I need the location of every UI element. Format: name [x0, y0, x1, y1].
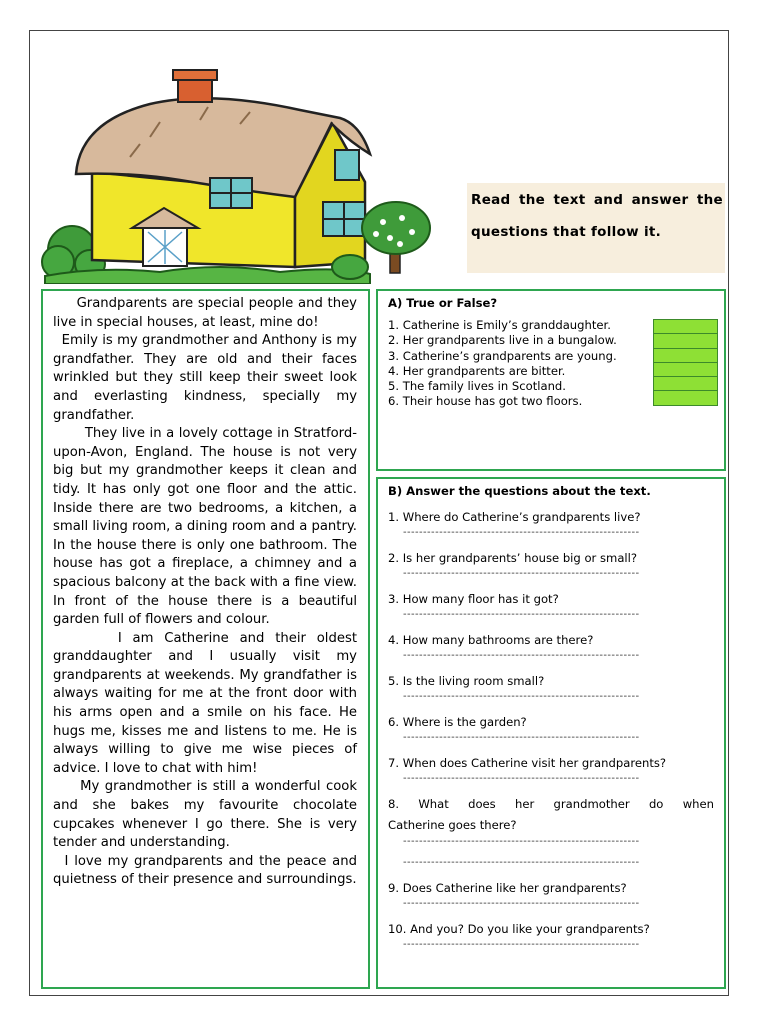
tf-statement: 6. Their house has got two floors. [388, 394, 583, 409]
tf-statement: 4. Her grandparents are bitter. [388, 363, 566, 378]
answer-line[interactable]: ----------------------------------------------------------- [403, 691, 640, 702]
answer-line[interactable]: ----------------------------------------------------------- [403, 732, 640, 743]
tf-answer-box[interactable] [653, 319, 718, 334]
tf-answer-box[interactable] [653, 390, 718, 405]
questions-box [376, 477, 726, 989]
instructions-box [467, 183, 725, 273]
story-paragraph: They live in a lovely cottage in Stratford-upon-Avon, England. The house is not very big but my grandmother keeps it clean and tidy. It has only got one floor and the attic. Inside there are two bedrooms, a kitchen, a small living room, a dining room and a pantry. In the house there is only one bathroom. The house has got a fireplace, a chimney and a spacious balcony at the back with a fine view. In front of the house there is a beautiful garden full of flowers and colour. [53, 426, 357, 628]
cottage-illustration [40, 62, 460, 284]
question-item [388, 671, 714, 704]
story-paragraph: I love my grandparents and the peace and quietness of their presence and surroundings. [53, 853, 357, 888]
questions-title: B) Answer the questions about the text. [388, 484, 651, 498]
question-item [388, 878, 714, 911]
story-paragraph: I am Catherine and their oldest granddaughter and I usually visit my grandparents at weekends. My grandfather is always waiting for me at the front door with his arms open and a smile on his face. He hugs me, kisses me and listens to me. He is always willing to give me wise pieces of advice. I love to chat with him! [53, 630, 357, 776]
tf-answer-box[interactable] [653, 362, 718, 377]
question-item [388, 630, 714, 663]
tf-statement: 2. Her grandparents live in a bungalow. [388, 333, 617, 348]
tf-answer-box[interactable] [653, 333, 718, 348]
answer-line[interactable]: ----------------------------------------------------------- [403, 527, 640, 538]
question-text: 6. Where is the garden? [388, 715, 527, 729]
story-text-box [41, 289, 370, 989]
question-item [388, 507, 714, 540]
answer-line[interactable]: ----------------------------------------------------------- [403, 609, 640, 620]
question-item [388, 548, 714, 581]
question-text: 4. How many bathrooms are there? [388, 633, 594, 647]
true-false-title: A) True or False? [388, 296, 498, 310]
chimney [173, 70, 217, 102]
question-text: 3. How many floor has it got? [388, 592, 559, 606]
question-text: 7. When does Catherine visit her grandparents? [388, 756, 667, 770]
question-text-continued: Catherine goes there? [388, 818, 517, 832]
question-text: 2. Is her grandparents’ house big or small? [388, 551, 638, 565]
story-paragraph: Emily is my grandmother and Anthony is my grandfather. They are old and their faces wrinkled but they still keep their sweet look and everlasting kindness, specially my grandfather. [53, 333, 357, 423]
question-item [388, 589, 714, 622]
tf-statement: 1. Catherine is Emily’s granddaughter. [388, 318, 611, 332]
tf-answer-boxes [653, 319, 718, 406]
story-paragraph: My grandmother is still a wonderful cook and she bakes my favourite chocolate cupcakes whenever I go there. She is very tender and understanding. [53, 779, 357, 851]
question-text: 8. What does her grandmother do when [388, 797, 714, 811]
right-tree [362, 202, 430, 273]
answer-line[interactable]: ----------------------------------------------------------- [403, 568, 640, 579]
tf-answer-box[interactable] [653, 376, 718, 391]
instructions-line-1: Read the text and answer the [471, 192, 723, 208]
question-item [388, 712, 714, 745]
tf-statement: 5. The family lives in Scotland. [388, 379, 566, 394]
side-window [323, 202, 365, 236]
answer-line[interactable]: ----------------------------------------------------------- [403, 650, 640, 661]
question-item [388, 753, 714, 786]
answer-line[interactable]: ----------------------------------------------------------- [403, 857, 640, 868]
front-window [210, 178, 252, 208]
answer-line[interactable]: ----------------------------------------------------------- [403, 898, 640, 909]
answer-line[interactable]: ----------------------------------------------------------- [403, 836, 640, 847]
tf-statement: 3. Catherine’s grandparents are young. [388, 348, 617, 363]
answer-line[interactable]: ----------------------------------------------------------- [403, 939, 640, 950]
true-false-box [376, 289, 726, 471]
tf-answer-box[interactable] [653, 348, 718, 363]
question-text: 1. Where do Catherine’s grandparents live? [388, 510, 641, 524]
question-item [388, 794, 714, 870]
question-item [388, 919, 714, 952]
instructions-line-2: questions that follow it. [471, 224, 662, 240]
question-text: 5. Is the living room small? [388, 674, 545, 688]
questions-list [388, 507, 714, 952]
question-text: 10. And you? Do you like your grandparents? [388, 922, 650, 936]
answer-line[interactable]: ----------------------------------------------------------- [403, 773, 640, 784]
question-text: 9. Does Catherine like her grandparents? [388, 881, 627, 895]
story-paragraph: Grandparents are special people and they live in special houses, at least, mine do! [53, 296, 357, 330]
